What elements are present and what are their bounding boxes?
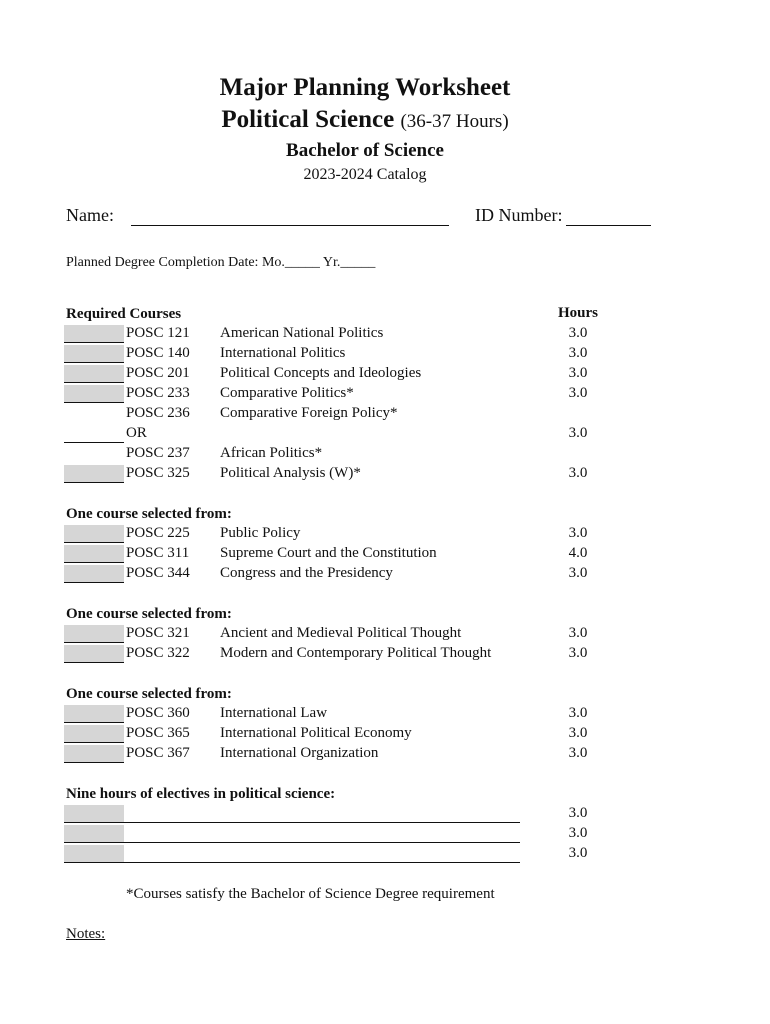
group-heading: One course selected from: (66, 686, 232, 702)
course-hours: 3.0 (568, 565, 588, 581)
hours-heading: Hours (557, 305, 598, 321)
course-checkbox[interactable] (64, 325, 124, 343)
elective-hours: 3.0 (568, 845, 588, 861)
course-code: POSC 311 (126, 545, 190, 561)
course-hours: 3.0 (568, 325, 588, 341)
course-checkbox[interactable] (64, 565, 124, 583)
course-hours: 3.0 (568, 625, 588, 641)
notes-label: Notes: (66, 926, 106, 942)
group-heading: One course selected from: (66, 606, 232, 622)
course-code: POSC 237 (126, 445, 190, 461)
course-hours: 3.0 (568, 365, 588, 381)
name-field[interactable] (131, 225, 449, 226)
required-courses-heading: Required Courses (66, 306, 182, 322)
footnote: *Courses satisfy the Bachelor of Science Degree requirement (126, 886, 495, 902)
catalog-year: 2023-2024 Catalog (303, 166, 427, 183)
course-code: POSC 233 (126, 385, 190, 401)
course-checkbox[interactable] (64, 745, 124, 763)
id-number-field[interactable] (566, 225, 651, 226)
course-code: POSC 360 (126, 705, 190, 721)
course-hours: 3.0 (568, 425, 588, 441)
course-title: Comparative Foreign Policy* (220, 405, 398, 421)
course-code: POSC 344 (126, 565, 190, 581)
course-checkbox[interactable] (64, 365, 124, 383)
course-title: Political Concepts and Ideologies (220, 365, 422, 381)
course-checkbox[interactable] (64, 705, 124, 723)
course-checkbox[interactable] (64, 725, 124, 743)
course-checkbox[interactable] (64, 645, 124, 663)
course-hours: 3.0 (568, 385, 588, 401)
course-title: International Political Economy (220, 725, 412, 741)
course-hours: 3.0 (568, 645, 588, 661)
course-title: Congress and the Presidency (220, 565, 393, 581)
course-code: POSC 367 (126, 745, 190, 761)
course-code: POSC 365 (126, 725, 190, 741)
elective-hours: 3.0 (568, 805, 588, 821)
course-code: POSC 201 (126, 365, 190, 381)
course-hours: 3.0 (568, 725, 588, 741)
course-title: Supreme Court and the Constitution (220, 545, 437, 561)
elective-hours: 3.0 (568, 825, 588, 841)
course-checkbox[interactable] (64, 625, 124, 643)
course-code: POSC 121 (126, 325, 190, 341)
course-code: POSC 321 (126, 625, 190, 641)
elective-course-field[interactable] (124, 822, 520, 823)
course-title: American National Politics (220, 325, 384, 341)
course-code: POSC 236 (126, 405, 190, 421)
course-title: Public Policy (220, 525, 301, 541)
course-checkbox[interactable] (64, 525, 124, 543)
program-title (0, 106, 730, 134)
elective-course-field[interactable] (124, 862, 520, 863)
degree-title: Bachelor of Science (286, 140, 444, 161)
course-hours: 3.0 (568, 345, 588, 361)
id-number-label: ID Number: (475, 205, 563, 225)
course-code: POSC 140 (126, 345, 190, 361)
course-hours: 3.0 (568, 525, 588, 541)
electives-heading: Nine hours of electives in political science: (66, 786, 336, 802)
course-checkbox[interactable] (64, 425, 124, 443)
course-title: Modern and Contemporary Political Thought (220, 645, 492, 661)
course-code: POSC 225 (126, 525, 190, 541)
course-title: International Politics (220, 345, 346, 361)
group-heading: One course selected from: (66, 506, 232, 522)
or-label: OR (126, 425, 147, 441)
course-title: International Law (220, 705, 328, 721)
course-hours: 4.0 (568, 545, 588, 561)
course-title: Political Analysis (W)* (220, 465, 361, 481)
page-title: Major Planning Worksheet (219, 74, 511, 101)
course-title: Ancient and Medieval Political Thought (220, 625, 462, 641)
program-name: Political Science (221, 106, 395, 133)
course-checkbox[interactable] (64, 465, 124, 483)
elective-course-field[interactable] (124, 842, 520, 843)
elective-checkbox[interactable] (64, 805, 124, 823)
course-code: POSC 322 (126, 645, 190, 661)
course-title: International Organization (220, 745, 379, 761)
course-hours: 3.0 (568, 705, 588, 721)
name-label: Name: (66, 205, 114, 225)
course-code: POSC 325 (126, 465, 190, 481)
elective-checkbox[interactable] (64, 825, 124, 843)
course-title: African Politics* (220, 445, 323, 461)
course-hours: 3.0 (568, 465, 588, 481)
course-title: Comparative Politics* (220, 385, 354, 401)
course-checkbox[interactable] (64, 385, 124, 403)
course-checkbox[interactable] (64, 345, 124, 363)
completion-date-label: Planned Degree Completion Date: Mo._____ Yr._____ (66, 255, 376, 270)
course-checkbox[interactable] (64, 545, 124, 563)
course-hours: 3.0 (568, 745, 588, 761)
program-hours: (36-37 Hours) (400, 111, 509, 132)
elective-checkbox[interactable] (64, 845, 124, 863)
